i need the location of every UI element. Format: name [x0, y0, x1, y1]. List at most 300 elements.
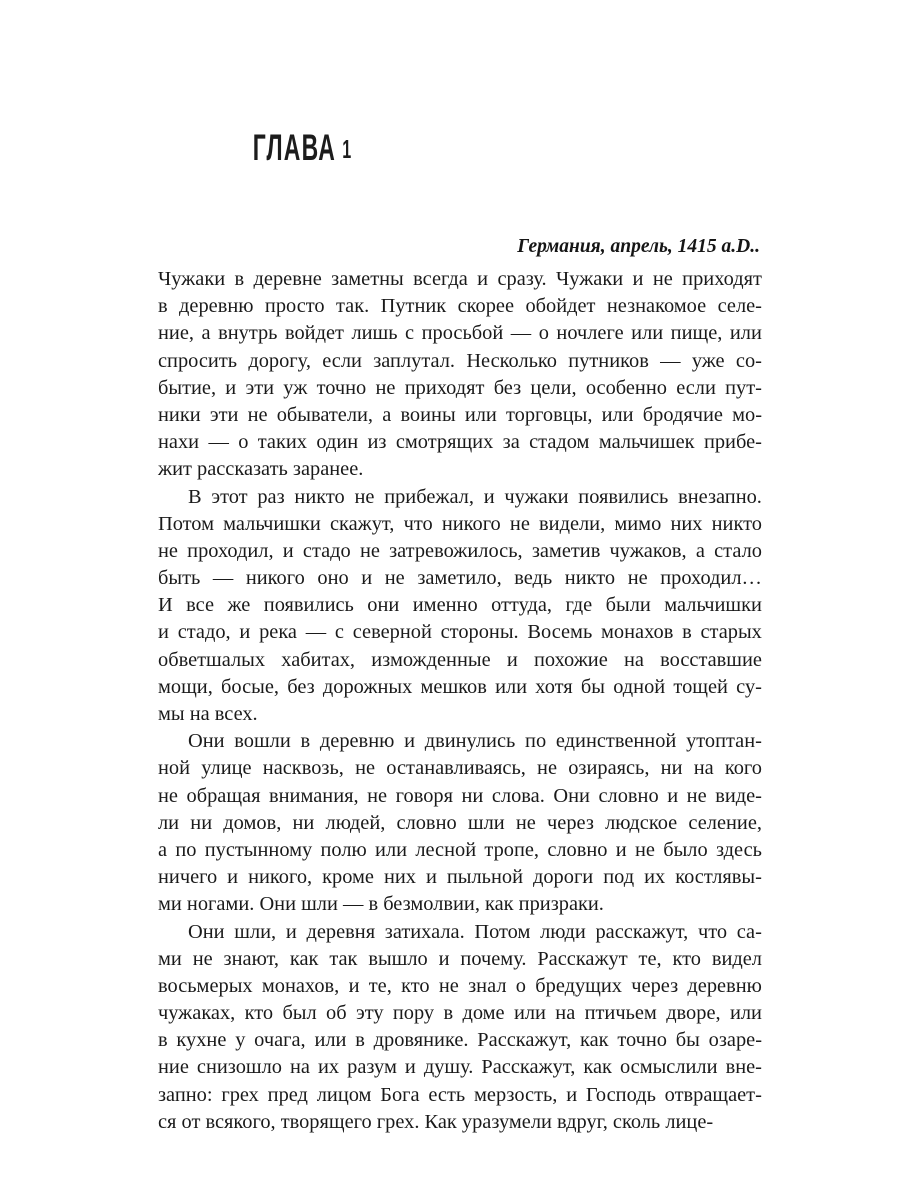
word: вышло: [368, 947, 428, 970]
word: река: [259, 621, 297, 644]
word: не: [367, 784, 388, 807]
word: оно: [317, 567, 349, 590]
word: босые,: [221, 675, 280, 698]
word: ни: [660, 757, 683, 780]
text-line: [158, 1027, 762, 1054]
word: а: [201, 322, 211, 345]
word: обращая: [186, 784, 261, 807]
word: не: [686, 784, 707, 807]
word: —: [510, 322, 532, 345]
word: или: [464, 403, 497, 426]
word: словно: [396, 811, 457, 834]
word: с: [405, 322, 415, 345]
word: заплутал.: [373, 349, 456, 372]
word: ной: [158, 757, 191, 780]
word: деревню: [687, 974, 762, 997]
word: был: [282, 1002, 317, 1025]
word: прибежал,: [384, 485, 474, 508]
word: шли,: [234, 920, 277, 943]
word: душу.: [423, 1056, 474, 1079]
word: в: [158, 295, 168, 318]
word: стадо: [302, 539, 351, 562]
word: озираясь,: [568, 757, 650, 780]
word: деревне: [253, 268, 322, 290]
word: или: [513, 1002, 546, 1025]
word: и: [632, 268, 644, 290]
word: воины: [400, 403, 456, 426]
word: ли: [158, 811, 180, 834]
word: костлявы-: [675, 866, 762, 889]
word: их: [318, 1056, 340, 1079]
word: Потом: [158, 512, 215, 535]
word: сразу.: [497, 268, 547, 290]
word: —: [305, 621, 327, 644]
word: уже: [691, 349, 725, 372]
word: похожие: [533, 648, 608, 671]
word: кто: [672, 947, 701, 970]
word: пыльной: [446, 866, 523, 889]
text-line: [158, 538, 762, 565]
word: улице: [201, 757, 252, 780]
word: никто: [711, 512, 762, 535]
word: заметив: [531, 539, 601, 562]
word: о: [238, 431, 249, 454]
text-line: [158, 375, 762, 402]
word: в: [682, 621, 692, 644]
word: останавливаясь,: [386, 757, 526, 780]
word: через: [547, 811, 594, 834]
word: мощи,: [158, 675, 213, 698]
text-line: [158, 728, 762, 755]
word: быть: [158, 567, 201, 590]
word: бы: [675, 1029, 700, 1052]
word: проходил…: [660, 567, 762, 590]
word: же: [227, 594, 251, 617]
word: в: [234, 268, 245, 290]
word: без: [287, 675, 315, 698]
word: словно: [598, 784, 659, 807]
word: Несколько: [466, 349, 557, 372]
word: восставшие: [660, 648, 762, 671]
word: они: [367, 594, 400, 617]
word: двинулись: [424, 730, 516, 753]
text-line: мы на всех.: [158, 703, 258, 725]
word: не: [359, 539, 380, 562]
word: оттуда,: [491, 594, 553, 617]
word: ночлеге: [556, 322, 624, 345]
word: И: [158, 594, 173, 617]
word: ние: [158, 1056, 189, 1079]
word: вне-: [725, 1056, 762, 1079]
word: ники: [158, 403, 201, 426]
text-line: [158, 565, 762, 592]
word: обыватели,: [276, 403, 374, 426]
word: таких: [257, 431, 307, 454]
word: северной: [352, 621, 432, 644]
word: цели,: [530, 376, 577, 399]
word: них: [383, 866, 416, 889]
paragraph: [158, 728, 762, 918]
word: никого: [441, 512, 501, 535]
word: мальчишки: [664, 594, 762, 617]
word: селение,: [688, 811, 762, 834]
text-line: ми ногами. Они шли — в безмолвии, как призраки.: [158, 893, 604, 916]
word: отвращает-: [664, 1083, 762, 1106]
word: путников: [568, 349, 649, 372]
word: или: [495, 675, 528, 698]
word: здесь: [715, 838, 762, 861]
word: приходят: [404, 376, 485, 399]
word: все: [186, 594, 215, 617]
word: знал: [468, 974, 507, 997]
text-line: [158, 348, 762, 375]
word: как: [289, 947, 319, 970]
word: разум: [347, 1056, 397, 1079]
word: лицом: [316, 1083, 372, 1106]
word: у: [235, 1029, 246, 1052]
word: дорожных: [322, 675, 413, 698]
chapter-heading-number: 1: [342, 134, 352, 164]
word: селе-: [717, 295, 762, 318]
word: а: [158, 838, 168, 861]
word: насквозь,: [262, 757, 344, 780]
word: ни: [292, 811, 315, 834]
word: не: [537, 757, 558, 780]
word: есть: [428, 1083, 466, 1106]
word: ни: [461, 784, 484, 807]
word: уж: [283, 376, 308, 399]
word: —: [660, 349, 681, 372]
chapter-heading-title: ГЛАВА: [252, 127, 337, 168]
word: видел: [711, 947, 762, 970]
word: ведь: [514, 567, 553, 590]
word: не: [627, 567, 648, 590]
word: кто: [244, 1002, 274, 1025]
word: не: [158, 784, 178, 807]
word: озаре-: [708, 1029, 762, 1052]
word: птичьем: [584, 1002, 657, 1025]
text-line: [158, 919, 762, 946]
word: спросить: [158, 349, 238, 372]
word: вошли: [234, 730, 291, 753]
word: Господь: [585, 1083, 656, 1106]
word: и: [615, 838, 627, 861]
word: деревню: [319, 730, 395, 753]
word: не: [192, 947, 213, 970]
word: полю: [320, 838, 367, 861]
word: этот: [211, 485, 248, 508]
word: стадом: [529, 431, 590, 454]
word: стадо,: [177, 621, 231, 644]
text-line: [158, 266, 762, 293]
word: появились: [578, 485, 669, 508]
word: скорее: [457, 295, 515, 318]
word: что: [403, 512, 433, 535]
word: нахи: [158, 431, 200, 454]
word: эту: [355, 1002, 384, 1025]
word: без: [493, 376, 522, 399]
word: кухне: [176, 1029, 227, 1052]
text-line: [158, 946, 762, 973]
word: затихала.: [384, 920, 465, 943]
word: кроме: [322, 866, 374, 889]
word: точно: [617, 1029, 668, 1052]
word: Расскажут,: [481, 1056, 576, 1079]
word: с: [334, 621, 344, 644]
word: под: [603, 866, 635, 889]
word: и: [361, 567, 373, 590]
word: через: [631, 974, 679, 997]
word: и: [225, 376, 237, 399]
word: торговцы,: [506, 403, 593, 426]
word: особенно: [585, 376, 667, 399]
word: не: [247, 403, 268, 426]
word: дорогу,: [248, 349, 311, 372]
word: пустынному: [204, 838, 313, 861]
word: Расскажут,: [477, 1029, 572, 1052]
text-line: [158, 619, 762, 646]
word: видели,: [539, 512, 606, 535]
text-line: [158, 592, 762, 619]
word: ми: [158, 947, 182, 970]
word: просто: [264, 295, 325, 318]
word: и: [566, 1083, 578, 1106]
word: всегда: [413, 268, 468, 290]
word: шли: [467, 811, 505, 834]
text-line: [158, 755, 762, 782]
word: дворе,: [666, 1002, 721, 1025]
word: людское: [605, 811, 678, 834]
word: так.: [336, 295, 370, 318]
body-text: [158, 266, 762, 1136]
word: по: [175, 838, 197, 861]
word: если: [676, 376, 716, 399]
word: внезапно.: [678, 485, 762, 508]
word: и: [227, 866, 239, 889]
word: Путник: [380, 295, 447, 318]
word: никого,: [248, 866, 313, 889]
word: те,: [368, 974, 392, 997]
text-line: [158, 1082, 762, 1109]
word: Потом: [474, 920, 531, 943]
word: войдет: [284, 322, 344, 345]
word: и: [425, 866, 437, 889]
word: чужаки: [504, 485, 569, 508]
word: обойдет: [525, 295, 596, 318]
word: Восемь: [527, 621, 593, 644]
word: старых: [700, 621, 762, 644]
word: чужаках,: [158, 1002, 236, 1025]
word: точно: [316, 376, 367, 399]
word: Они: [553, 784, 590, 807]
word: или: [631, 322, 664, 345]
word: не: [354, 485, 375, 508]
word: если: [322, 349, 362, 372]
word: как: [579, 1029, 609, 1052]
word: мальчишки: [223, 512, 321, 535]
word: за: [502, 431, 520, 454]
word: запно:: [158, 1083, 213, 1106]
word: и: [404, 1056, 416, 1079]
word: лесной: [415, 838, 477, 861]
word: или: [601, 403, 634, 426]
text-line: [158, 837, 762, 864]
text-line: [158, 674, 762, 701]
text-line: [158, 402, 762, 429]
word: Они: [188, 730, 225, 753]
word: стороны.: [440, 621, 519, 644]
word: в: [355, 1029, 365, 1052]
word: незнакомое: [606, 295, 707, 318]
word: ни: [190, 811, 213, 834]
word: на: [693, 757, 714, 780]
word: по: [525, 730, 547, 753]
text-line: [158, 429, 762, 456]
word: смотрящих: [395, 431, 494, 454]
word: пору: [392, 1002, 435, 1025]
word: дровянике.: [373, 1029, 469, 1052]
word: и: [158, 621, 169, 644]
word: о: [515, 974, 526, 997]
word: чужаков,: [609, 539, 687, 562]
word: бредущих: [535, 974, 622, 997]
word: не: [384, 567, 405, 590]
word: заметны: [331, 268, 404, 290]
word: не: [515, 811, 536, 834]
word: в: [158, 1029, 168, 1052]
word: не: [375, 376, 396, 399]
word: В: [188, 485, 202, 508]
word: и: [348, 974, 360, 997]
word: и: [667, 784, 679, 807]
word: су-: [736, 675, 762, 698]
word: знают,: [223, 947, 280, 970]
word: люди: [540, 920, 586, 943]
word: деревню: [179, 295, 254, 318]
word: проходил,: [187, 539, 274, 562]
word: и: [477, 268, 489, 290]
word: и: [239, 621, 251, 644]
word: пут-: [725, 376, 762, 399]
word: мерзость,: [474, 1083, 558, 1106]
word: монахов: [601, 621, 674, 644]
epigraph: Германия, апрель, 1415 a.D..: [517, 235, 760, 257]
word: или: [729, 1002, 762, 1025]
word: не: [509, 512, 530, 535]
word: Чужаки: [556, 268, 624, 290]
word: снизошло: [196, 1056, 282, 1079]
word: именно: [412, 594, 478, 617]
word: со-: [735, 349, 762, 372]
word: где: [565, 594, 593, 617]
word: в: [300, 730, 311, 753]
word: и: [285, 920, 297, 943]
paragraph: [158, 484, 762, 729]
word: словно: [547, 838, 608, 861]
word: них: [670, 512, 703, 535]
word: восьмерых: [158, 974, 253, 997]
word: виде-: [715, 784, 762, 807]
word: слова.: [491, 784, 545, 807]
word: были: [605, 594, 651, 617]
word: на: [623, 648, 644, 671]
word: прибе-: [703, 431, 762, 454]
word: изможденные: [371, 648, 491, 671]
word: са-: [736, 920, 762, 943]
word: кто: [401, 974, 430, 997]
word: об: [326, 1002, 347, 1025]
word: тощей: [673, 675, 728, 698]
word: внутрь: [218, 322, 278, 345]
word: из: [367, 431, 387, 454]
word: мимо: [614, 512, 662, 535]
word: один: [316, 431, 359, 454]
word: единственной: [555, 730, 677, 753]
word: внимания,: [269, 784, 359, 807]
word: пред: [267, 1083, 308, 1106]
word: мальчишек: [598, 431, 695, 454]
word: и: [282, 539, 294, 562]
word: а: [695, 539, 705, 562]
word: монахов,: [261, 974, 340, 997]
word: раз: [257, 485, 285, 508]
word: не: [634, 838, 655, 861]
text-line: [158, 511, 762, 538]
word: скажут,: [329, 512, 395, 535]
word: кого: [724, 757, 762, 780]
paragraph: [158, 919, 762, 1137]
word: заметило,: [417, 567, 502, 590]
word: осмыслили: [619, 1056, 718, 1079]
text-line: [158, 320, 762, 347]
word: хабитах,: [281, 648, 356, 671]
text-line: [158, 1054, 762, 1081]
word: ничего: [158, 866, 218, 889]
word: бродячие: [642, 403, 723, 426]
word: мешков: [420, 675, 487, 698]
word: что: [697, 920, 728, 943]
word: говоря: [395, 784, 453, 807]
word: затревожилось,: [389, 539, 523, 562]
word: никого: [245, 567, 305, 590]
word: деревня: [306, 920, 376, 943]
word: не: [158, 539, 178, 562]
word: и: [404, 730, 415, 753]
word: не: [355, 757, 376, 780]
text-line: [158, 810, 762, 837]
text-line: [158, 293, 762, 320]
word: никто: [564, 567, 616, 590]
word: никто: [294, 485, 345, 508]
word: бытие,: [158, 376, 217, 399]
word: и: [506, 648, 518, 671]
word: те,: [638, 947, 662, 970]
word: и: [438, 947, 450, 970]
word: расскажут,: [595, 920, 689, 943]
word: эти: [209, 403, 239, 426]
word: эти: [245, 376, 275, 399]
text-line: [158, 783, 762, 810]
word: тропе,: [484, 838, 540, 861]
word: дороги: [532, 866, 594, 889]
word: бы: [580, 675, 605, 698]
word: грех: [221, 1083, 259, 1106]
word: не: [652, 268, 673, 290]
word: и: [483, 485, 495, 508]
word: обветшалых: [158, 648, 266, 671]
word: мо-: [732, 403, 762, 426]
word: хотя: [535, 675, 573, 698]
